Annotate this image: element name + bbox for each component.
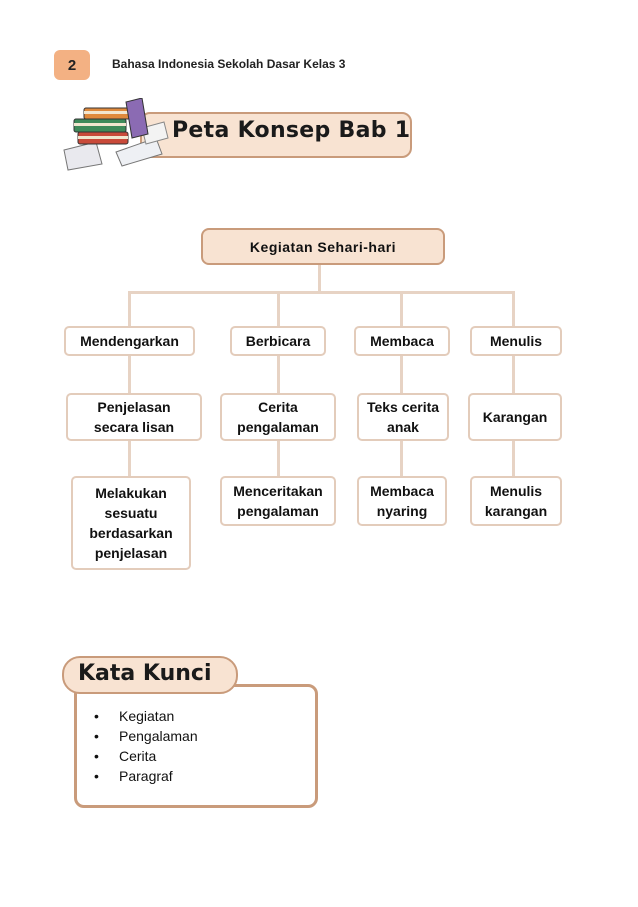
- activity-node-membaca-nyaring: Membaca nyaring: [357, 476, 447, 526]
- keyword-item: • Paragraf: [94, 766, 198, 786]
- keywords-list: [94, 706, 198, 786]
- keyword-item: • Kegiatan: [94, 706, 198, 726]
- skill-node-mendengarkan: Mendengarkan: [64, 326, 195, 356]
- keywords-title: Kata Kunci: [78, 661, 212, 686]
- page-number-badge: 2: [54, 50, 90, 80]
- topic-node-karangan: Karangan: [468, 393, 562, 441]
- keyword-item: • Cerita: [94, 746, 198, 766]
- concept-map-title: Peta Konsep Bab 1: [172, 118, 411, 143]
- book-title: Bahasa Indonesia Sekolah Dasar Kelas 3: [112, 57, 346, 71]
- activity-node-menceritakan: Menceritakan pengalaman: [220, 476, 336, 526]
- topic-node-penjelasan: Penjelasan secara lisan: [66, 393, 202, 441]
- activity-node-menulis-karangan: Menulis karangan: [470, 476, 562, 526]
- topic-node-teks-cerita: Teks cerita anak: [357, 393, 449, 441]
- keyword-item: • Pengalaman: [94, 726, 198, 746]
- skill-node-membaca: Membaca: [354, 326, 450, 356]
- concept-map-root: Kegiatan Sehari-hari: [201, 228, 445, 265]
- activity-node-melakukan: Melakukan sesuatu berdasarkan penjelasan: [71, 476, 191, 570]
- topic-node-cerita: Cerita pengalaman: [220, 393, 336, 441]
- skill-node-berbicara: Berbicara: [230, 326, 326, 356]
- skill-node-menulis: Menulis: [470, 326, 562, 356]
- books-stack-icon: [56, 98, 174, 172]
